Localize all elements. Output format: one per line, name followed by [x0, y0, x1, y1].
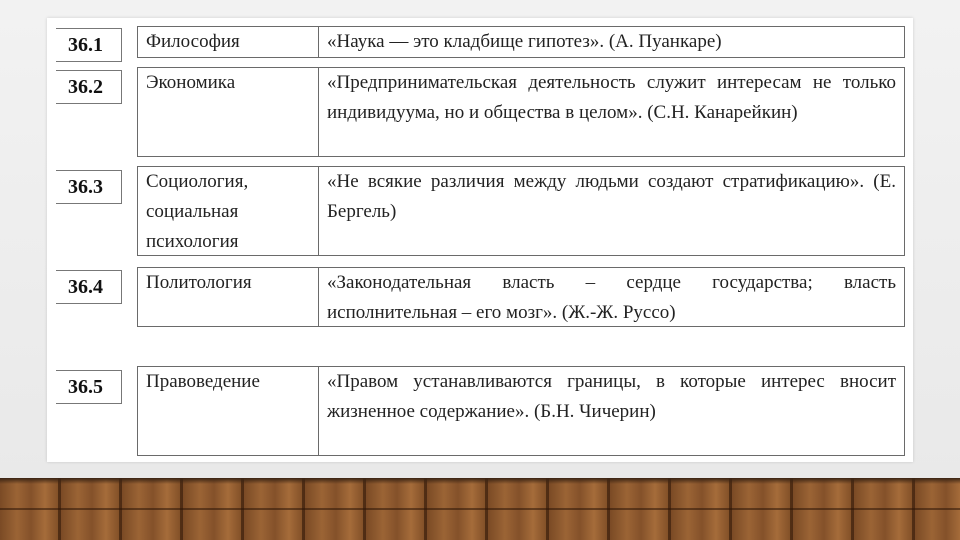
- subject-cell-36-5: Правоведение: [137, 366, 319, 456]
- quote-cell-36-5: «Правом устанавливаются границы, в которые интерес вносит жизненное содержание». (Б.Н. Чичерин): [318, 366, 905, 456]
- row-number-36-4: 36.4: [56, 270, 122, 304]
- row-number-36-2: 36.2: [56, 70, 122, 104]
- subject-cell-36-1: Философия: [137, 26, 319, 58]
- row-number-36-1: 36.1: [56, 28, 122, 62]
- subject-cell-36-4: Политология: [137, 267, 319, 327]
- quote-cell-36-2: «Предпринимательская деятельность служит интересам не только индивидуума, но и общества в целом». (С.Н. Канарейкин): [318, 67, 905, 157]
- row-number-36-5: 36.5: [56, 370, 122, 404]
- row-number-36-3: 36.3: [56, 170, 122, 204]
- quote-cell-36-1: «Наука — это кладбище гипотез». (А. Пуанкаре): [318, 26, 905, 58]
- subject-cell-36-3: Социология, социальная психология: [137, 166, 319, 256]
- quote-cell-36-4: «Законодательная власть – сердце государства; власть исполнительная – его мозг». (Ж.-Ж. Руссо): [318, 267, 905, 327]
- wooden-floor: [0, 478, 960, 540]
- subject-cell-36-2: Экономика: [137, 67, 319, 157]
- quote-cell-36-3: «Не всякие различия между людьми создают стратификацию». (Е. Бергель): [318, 166, 905, 256]
